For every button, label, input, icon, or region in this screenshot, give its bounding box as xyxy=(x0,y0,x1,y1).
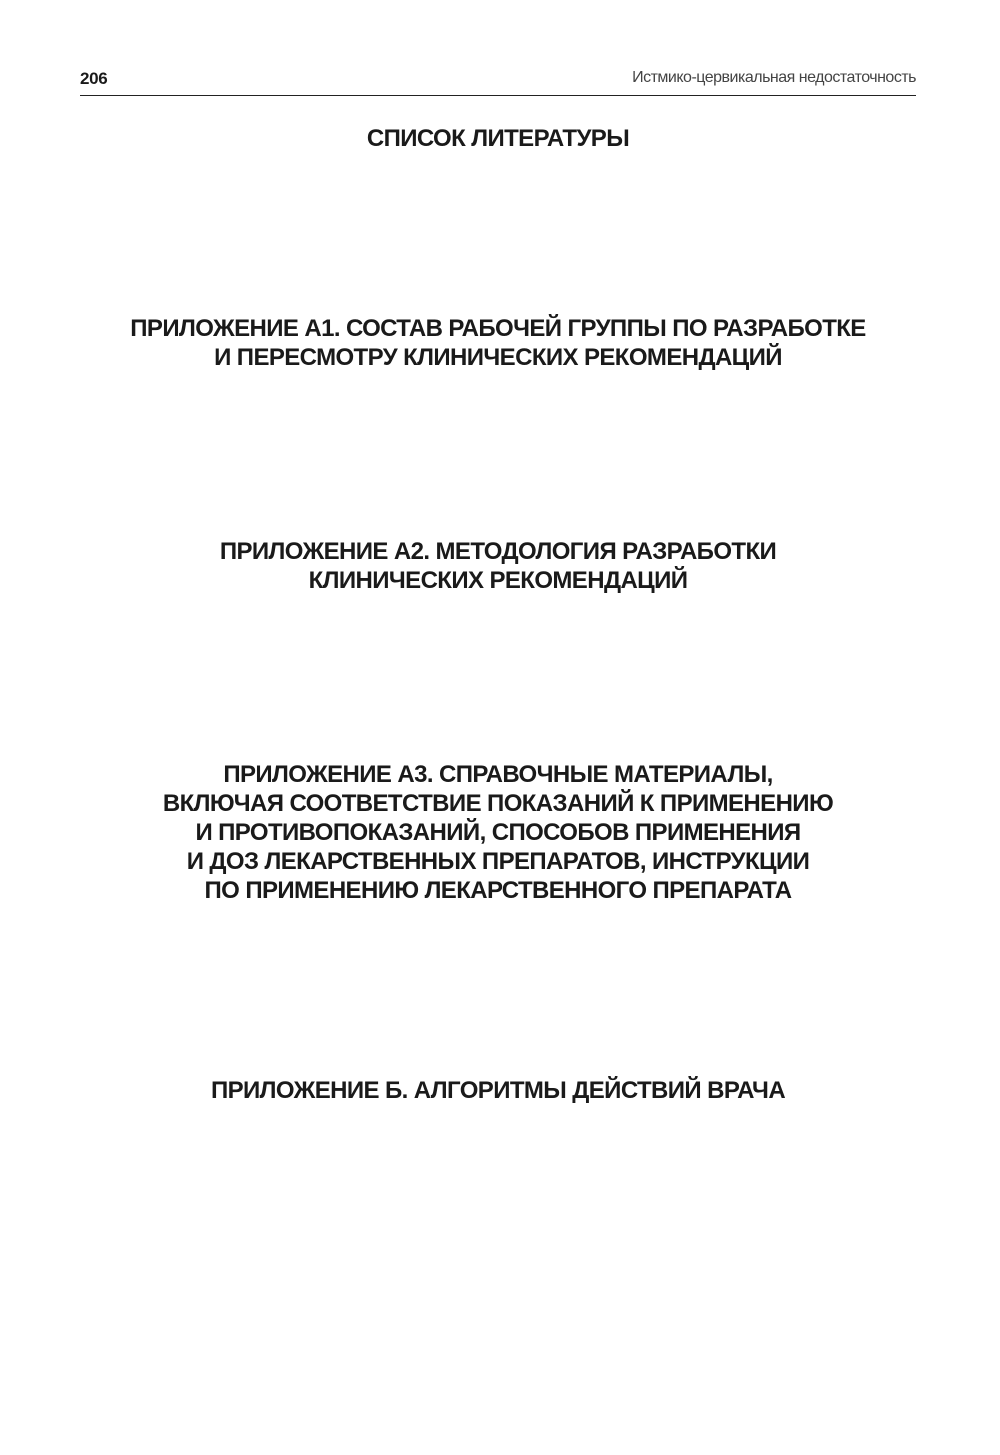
heading-line: ПРИЛОЖЕНИЕ Б. АЛГОРИТМЫ ДЕЙСТВИЙ ВРАЧА xyxy=(210,1077,786,1104)
heading-line: ПРИЛОЖЕНИЕ А3. СПРАВОЧНЫЕ МАТЕРИАЛЫ, xyxy=(223,761,773,788)
page-number: 206 xyxy=(80,69,108,88)
heading-line: ПРИЛОЖЕНИЕ А1. СОСТАВ РАБОЧЕЙ ГРУППЫ ПО РАЗРАБОТКЕ xyxy=(130,315,866,342)
heading-line: ВКЛЮЧАЯ СООТВЕТСТВИЕ ПОКАЗАНИЙ К ПРИМЕНЕНИЮ xyxy=(162,790,834,817)
appendix-a3-heading xyxy=(80,760,916,905)
heading-line: И ДОЗ ЛЕКАРСТВЕННЫХ ПРЕПАРАТОВ, ИНСТРУКЦИИ xyxy=(186,848,810,875)
heading-line: И ПЕРЕСМОТРУ КЛИНИЧЕСКИХ РЕКОМЕНДАЦИЙ xyxy=(214,344,782,371)
references-heading xyxy=(80,124,916,153)
heading-line: ПРИЛОЖЕНИЕ А2. МЕТОДОЛОГИЯ РАЗРАБОТКИ xyxy=(219,538,777,565)
heading-line: ПО ПРИМЕНЕНИЮ ЛЕКАРСТВЕННОГО ПРЕПАРАТА xyxy=(204,877,792,904)
running-header xyxy=(80,66,916,96)
appendix-a1-heading xyxy=(80,314,916,372)
heading-line: И ПРОТИВОПОКАЗАНИЙ, СПОСОБОВ ПРИМЕНЕНИЯ xyxy=(195,819,801,846)
running-title: Истмико-цервикальная недостаточность xyxy=(632,69,916,86)
appendix-b-heading xyxy=(80,1076,916,1105)
appendix-a2-heading xyxy=(80,537,916,595)
heading-line: КЛИНИЧЕСКИХ РЕКОМЕНДАЦИЙ xyxy=(308,567,688,594)
heading-line: СПИСОК ЛИТЕРАТУРЫ xyxy=(366,125,630,152)
